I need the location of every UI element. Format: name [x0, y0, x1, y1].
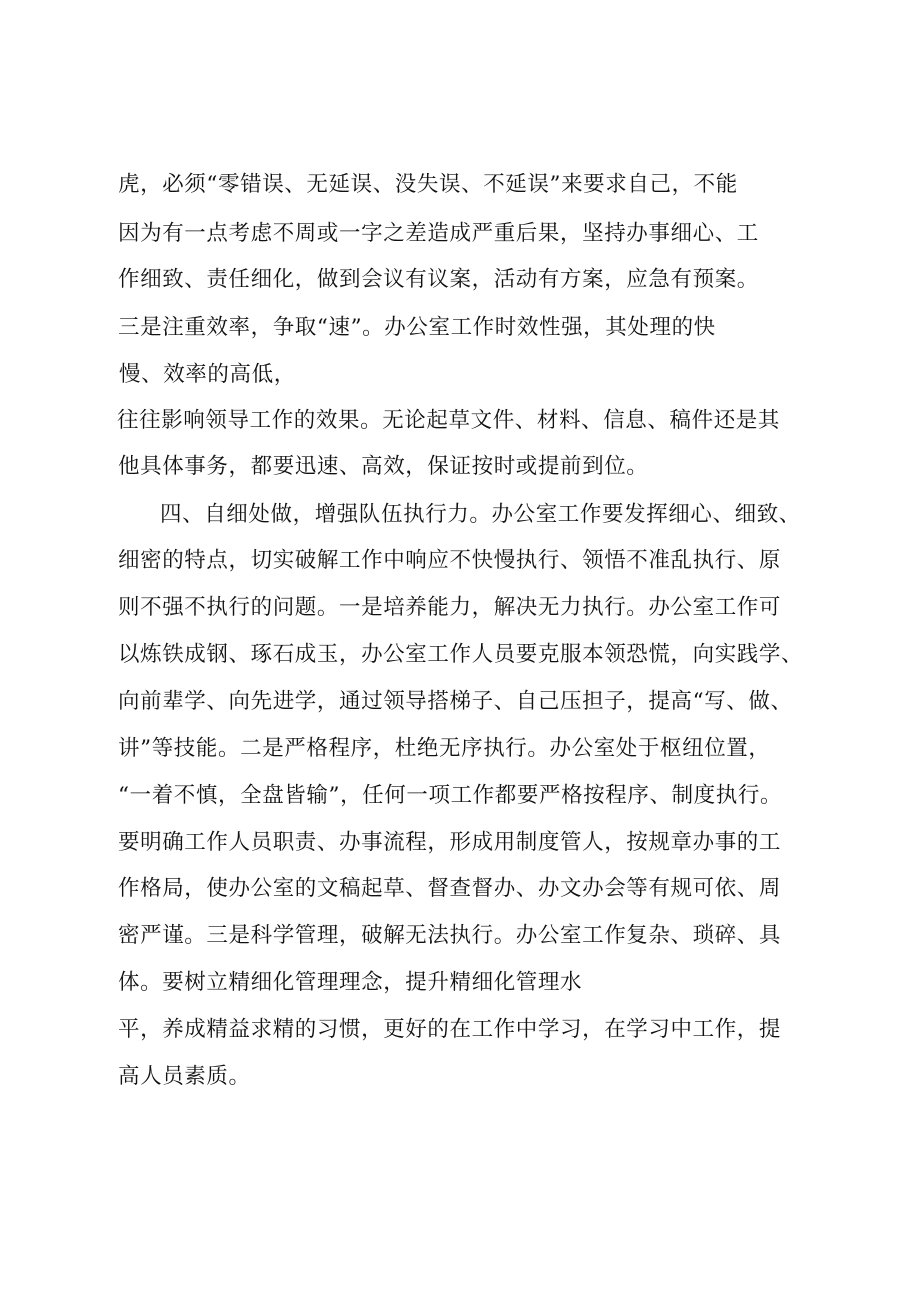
text-line: 向前辈学、向先进学，通过领导搭梯子、自己压担子，提高“写、做、	[118, 689, 793, 714]
text-line: 慢、效率的高低，	[119, 362, 296, 387]
text-line: 虎，必须“零错误、无延误、没失误、不延误”来要求自己，不能	[118, 172, 738, 197]
text-line: 他具体事务，都要迅速、高效，保证按时或提前到位。	[118, 454, 649, 479]
paragraph-start-line: 四、自细处做，增强队伍执行力。办公室工作要发挥细心、细致、	[160, 502, 801, 527]
text-line: 讲”等技能。二是严格程序，杜绝无序执行。办公室处于枢纽位置，	[118, 736, 771, 761]
text-line: “一着不慎，全盘皆输”，任何一项工作都要严格按程序、制度执行。	[118, 783, 783, 808]
text-line: 细密的特点，切实破解工作中响应不快慢执行、领悟不准乱执行、原	[118, 548, 782, 573]
text-line: 往往影响领导工作的效果。无论起草文件、材料、信息、稿件还是其	[117, 408, 781, 433]
text-line: 作细致、责任细化，做到会议有议案，活动有方案，应急有预案。	[118, 267, 759, 292]
text-line: 以炼铁成钢、琢石成玉，办公室工作人员要克服本领恐慌，向实践学、	[118, 642, 804, 667]
text-line: 高人员素质。	[118, 1064, 251, 1089]
text-line: 密严谨。三是科学管理，破解无法执行。办公室工作复杂、琐碎、具	[118, 923, 782, 948]
text-line: 体。要树立精细化管理理念，提升精细化管理水	[118, 970, 583, 995]
text-line: 则不强不执行的问题。一是培养能力，解决无力执行。办公室工作可	[118, 595, 782, 620]
text-line: 因为有一点考虑不周或一字之差造成严重后果，坚持办事细心、工	[118, 221, 759, 246]
text-line: 三是注重效率，争取“速”。办公室工作时效性强，其处理的快	[118, 315, 716, 340]
text-line: 要明确工作人员职责、办事流程，形成用制度管人，按规章办事的工	[118, 830, 782, 855]
text-line: 作格局，使办公室的文稿起草、督查督办、办文办会等有规可依、周	[118, 876, 782, 901]
text-line: 平，养成精益求精的习惯，更好的在工作中学习，在学习中工作，提	[118, 1017, 782, 1042]
